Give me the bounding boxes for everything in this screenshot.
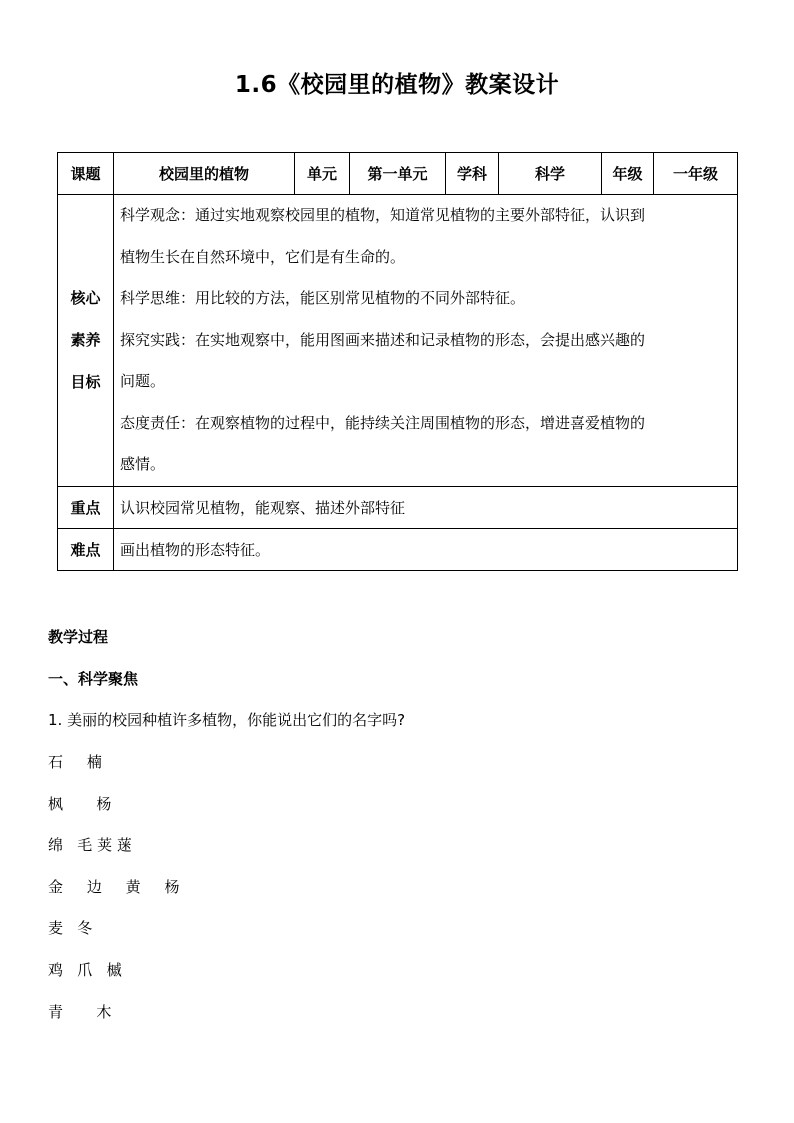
question-text: 1. 美丽的校园种植许多植物，你能说出它们的名字吗? (48, 711, 406, 729)
lesson-plan-table (57, 152, 738, 571)
core-goals-content (114, 195, 738, 487)
core-goals-row (58, 195, 738, 487)
difficulty-row (58, 528, 738, 570)
plant-name: 枫 杨 (48, 795, 112, 813)
difficulty-text: 画出植物的形态特征。 (114, 528, 738, 570)
goal-line: 植物生长在自然环境中，它们是有生命的。 (120, 247, 406, 266)
goal-line: 科学思维：用比较的方法，能区别常见植物的不同外部特征。 (120, 289, 526, 307)
key-point-text: 认识校园常见植物，能观察、描述外部特征 (114, 486, 738, 528)
difficulty-label: 难点 (58, 528, 114, 570)
section-heading: 一、科学聚焦 (48, 670, 139, 688)
subject-value: 科学 (499, 153, 602, 195)
process-heading: 教学过程 (48, 628, 109, 646)
core-goals-label (58, 195, 114, 487)
grade-value: 一年级 (654, 153, 738, 195)
goal-line: 问题。 (120, 372, 166, 390)
plant-name: 绵 毛 荚 蒾 (48, 836, 132, 854)
unit-label: 单元 (295, 153, 350, 195)
header-row (58, 153, 738, 195)
plant-name: 青 木 (48, 1003, 112, 1021)
plant-name: 鸡 爪 槭 (48, 961, 122, 979)
goal-line: 感情。 (120, 455, 166, 473)
core-goals-label-line: 目标 (70, 373, 101, 392)
key-point-label: 重点 (58, 486, 114, 528)
topic-value: 校园里的植物 (114, 153, 295, 195)
grade-label: 年级 (602, 153, 654, 195)
unit-value: 第一单元 (350, 153, 446, 195)
subject-label: 学科 (446, 153, 499, 195)
core-goals-label-line: 素养 (70, 331, 101, 350)
document-title: 1.6《校园里的植物》教案设计 (234, 72, 560, 98)
key-point-row (58, 486, 738, 528)
goal-line: 科学观念：通过实地观察校园里的植物，知道常见植物的主要外部特征，认识到 (120, 206, 646, 224)
topic-label: 课题 (58, 153, 114, 195)
core-goals-label-line: 核心 (70, 289, 101, 308)
plant-name: 麦 冬 (48, 919, 93, 937)
goal-line: 态度责任：在观察植物的过程中，能持续关注周围植物的形态，增进喜爱植物的 (120, 413, 646, 432)
plant-name: 石 楠 (48, 753, 102, 771)
goal-line: 探究实践：在实地观察中，能用图画来描述和记录植物的形态，会提出感兴趣的 (120, 330, 646, 349)
plant-name: 金 边 黄 杨 (48, 878, 180, 896)
